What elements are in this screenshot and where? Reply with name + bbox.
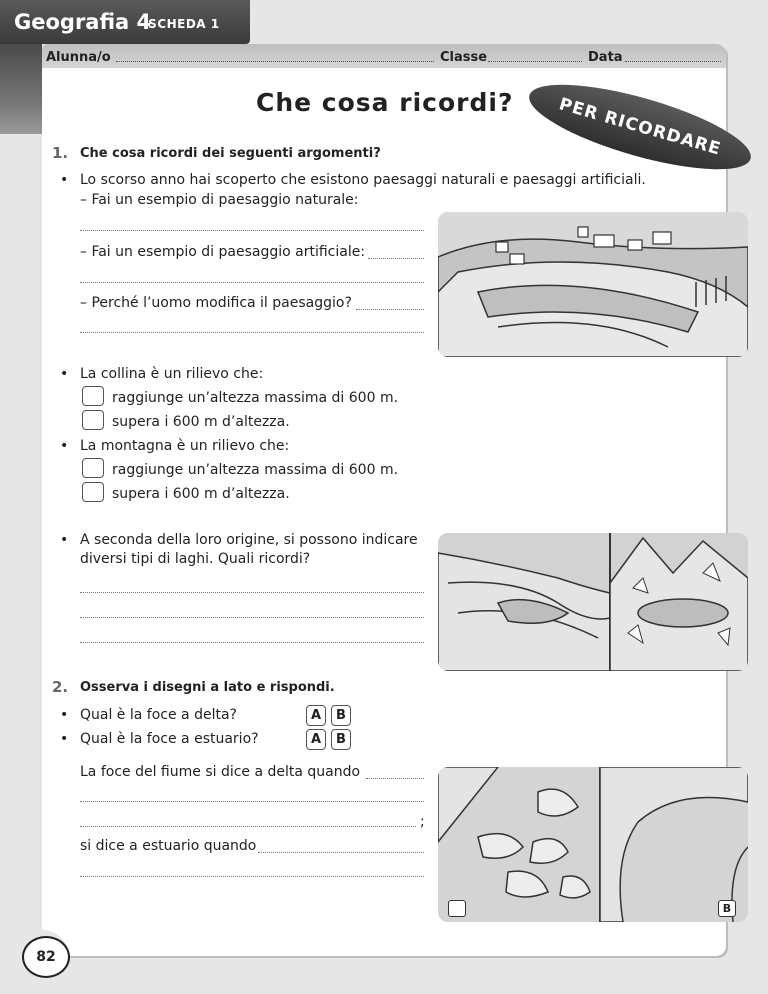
per-ricordare-stamp: PER RICORDARE [521,67,758,186]
question-1-heading: Che cosa ricordi dei seguenti argomenti? [80,146,381,161]
student-label: Alunna/o [46,50,111,65]
q1-artificial-prompt: – Fai un esempio di paesaggio artificiale: [80,244,366,260]
mountain-option-over-label: supera i 600 m d’altezza. [112,486,290,502]
date-label: Data [588,50,623,65]
bullet: • [60,366,69,382]
subject-title: Geografia 4 [14,10,152,34]
page-title: Che cosa ricordi? [256,88,514,117]
hill-option-max-checkbox[interactable] [82,386,104,406]
question-1-number: 1. [52,144,69,162]
answer-line[interactable] [80,592,424,593]
bullet: • [60,438,69,454]
sheet-label: - SCHEDA 1 [138,17,220,31]
answer-line[interactable] [80,801,424,802]
page-number: 82 [22,936,70,978]
date-field[interactable] [625,61,721,62]
estuary-choice-b[interactable]: B [331,729,351,750]
answer-line[interactable] [368,258,424,259]
q1-intro: Lo scorso anno hai scoperto che esistono paesaggi naturali e paesaggi artificiali. [80,172,646,188]
answer-line[interactable] [80,876,424,877]
q2-delta-definition: La foce del fiume si dice a delta quando [80,764,361,780]
q2-estuary-definition: si dice a estuario quando [80,838,257,854]
bullet: • [60,707,69,723]
answer-line[interactable] [80,826,416,827]
q2-estuary-question: Qual è la foce a estuario? [80,731,259,747]
q1-lakes-line2: diversi tipi di laghi. Quali ricordi? [80,551,311,567]
q1-hill-prompt: La collina è un rilievo che: [80,366,264,382]
estuary-choice-a[interactable]: A [306,729,326,750]
delta-choice-b[interactable]: B [331,705,351,726]
student-name-field[interactable] [116,61,434,62]
question-2-number: 2. [52,678,69,696]
answer-line[interactable] [80,642,424,643]
mountain-option-max-label: raggiunge un’altezza massima di 600 m. [112,462,399,478]
answer-line[interactable] [80,230,424,231]
q1-lakes-line1: A seconda della loro origine, si possono indicare [80,532,418,548]
q2-delta-question: Qual è la foce a delta? [80,707,237,723]
answer-line[interactable] [356,309,424,310]
hill-option-over-label: supera i 600 m d’altezza. [112,414,290,430]
header-tab [0,0,250,44]
q1-natural-prompt: – Fai un esempio di paesaggio naturale: [80,192,359,208]
student-info-bar [42,44,726,68]
semicolon: ; [420,814,425,830]
bullet: • [60,532,69,548]
answer-line[interactable] [258,852,424,853]
landscape-illustration [438,212,748,357]
hill-option-over-checkbox[interactable] [82,410,104,430]
label-a-box[interactable] [448,900,466,917]
side-strip [0,44,42,134]
mountain-option-over-checkbox[interactable] [82,482,104,502]
question-2-heading: Osserva i disegni a lato e rispondi. [80,680,335,695]
delta-choice-a[interactable]: A [306,705,326,726]
q1-why-prompt: – Perché l’uomo modifica il paesaggio? [80,295,352,311]
answer-line[interactable] [80,282,424,283]
river-mouth-illustration [438,767,748,922]
bullet: • [60,172,69,188]
answer-line[interactable] [80,617,424,618]
answer-line[interactable] [366,778,424,779]
answer-line[interactable] [80,332,424,333]
class-label: Classe [440,50,488,65]
q1-mountain-prompt: La montagna è un rilievo che: [80,438,290,454]
lakes-illustration [438,533,748,671]
mountain-option-max-checkbox[interactable] [82,458,104,478]
bullet: • [60,731,69,747]
class-field[interactable] [488,61,582,62]
hill-option-max-label: raggiunge un’altezza massima di 600 m. [112,390,399,406]
label-b-box: B [718,900,736,917]
